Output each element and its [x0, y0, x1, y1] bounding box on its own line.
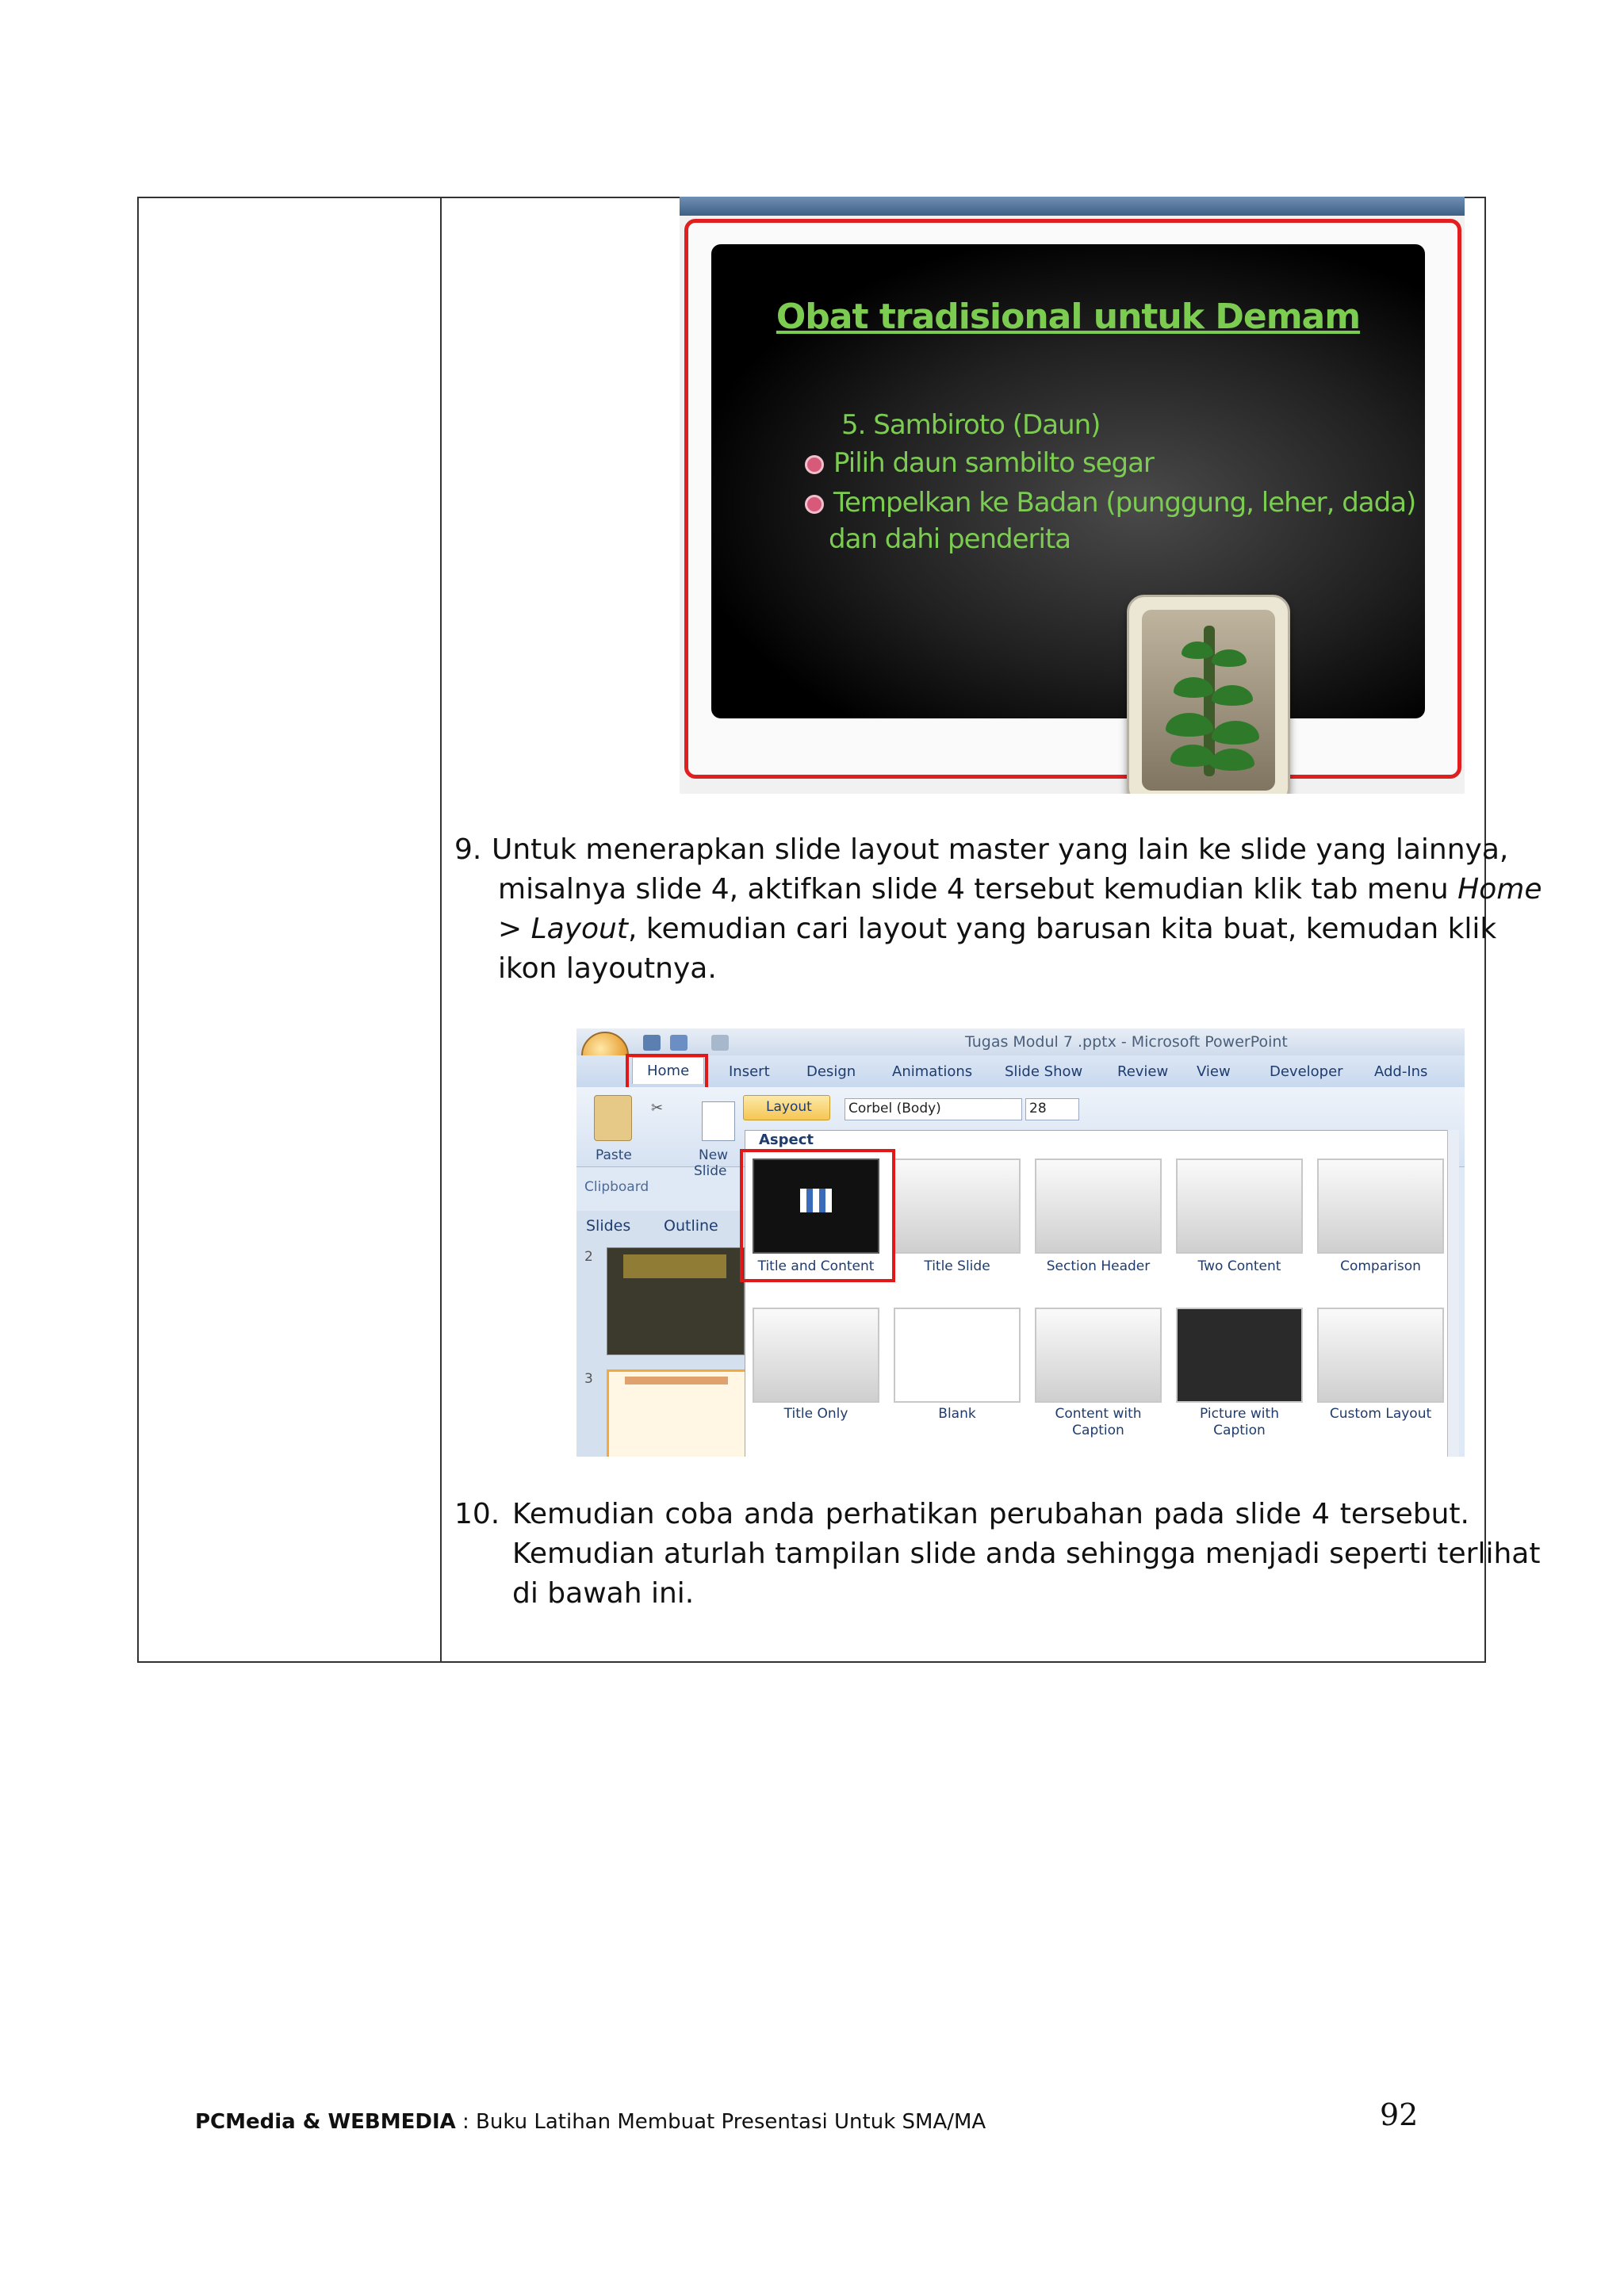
step-9-line-4: ikon layoutnya.	[498, 952, 717, 985]
layout-comparison[interactable]	[1317, 1158, 1444, 1254]
layout-blank[interactable]	[894, 1308, 1021, 1403]
slide-canvas	[711, 244, 1425, 718]
layout-label-custom[interactable]: Custom Layout	[1329, 1406, 1432, 1422]
slide-line-2: Pilih daun sambilto segar	[833, 447, 1154, 479]
tab-view[interactable]: View	[1197, 1063, 1231, 1080]
slide-bullet-2	[805, 487, 1415, 519]
layout-label-title-only[interactable]: Title Only	[783, 1406, 848, 1422]
slide-line-3: Tempelkan ke Badan (punggung, leher, dada)	[833, 487, 1416, 519]
slide-thumbnail-2[interactable]	[607, 1247, 745, 1355]
step-10-paragraph	[454, 1495, 1541, 1622]
page-number: 92	[1380, 2097, 1419, 2132]
font-size-select[interactable]	[1025, 1098, 1079, 1120]
clipboard-group-label: Clipboard	[584, 1179, 649, 1195]
step-9-paragraph	[454, 830, 1542, 997]
layout-label-picture-with-caption[interactable]: Picture with Caption	[1200, 1406, 1279, 1438]
layout-label-two-content[interactable]: Two Content	[1197, 1258, 1281, 1274]
redo-icon[interactable]	[711, 1035, 729, 1051]
save-icon[interactable]	[643, 1035, 661, 1051]
slide-bullet-1	[805, 447, 1154, 479]
new-slide-label-2[interactable]: Slide	[694, 1163, 727, 1179]
powerpoint-screenshot	[576, 1028, 1465, 1457]
layout-picture-with-caption[interactable]	[1176, 1308, 1303, 1403]
footer-text: : Buku Latihan Membuat Presentasi Untuk SMA/MA	[455, 2110, 986, 2134]
cut-icon[interactable]: ✂	[651, 1100, 664, 1116]
undo-icon[interactable]	[670, 1035, 688, 1051]
title-and-content-highlight	[740, 1149, 895, 1282]
footer-brand: PCMedia & WEBMEDIA	[195, 2110, 456, 2134]
tab-add-ins[interactable]: Add-Ins	[1374, 1063, 1428, 1080]
step-10-line-1: Kemudian coba anda perhatikan perubahan pada slide 4 tersebut.	[512, 1498, 1469, 1530]
layout-content-with-caption[interactable]	[1035, 1308, 1162, 1403]
font-size-value: 28	[1029, 1101, 1047, 1116]
tab-developer[interactable]: Developer	[1270, 1063, 1343, 1080]
layout-label-comparison[interactable]: Comparison	[1340, 1258, 1421, 1274]
page-footer	[195, 2110, 986, 2134]
table-column-divider	[440, 197, 442, 1663]
layout-section-header[interactable]	[1035, 1158, 1162, 1254]
slide-line-4: dan dahi penderita	[829, 523, 1071, 555]
layout-two-content[interactable]	[1176, 1158, 1303, 1254]
bullet-icon	[805, 455, 824, 474]
step-9-line-2: misalnya slide 4, aktifkan slide 4 tersebut kemudian klik tab menu Home	[498, 873, 1542, 906]
step-9-number: 9.	[454, 833, 482, 866]
tab-insert[interactable]: Insert	[729, 1063, 770, 1080]
plant-photo-frame	[1127, 595, 1290, 794]
bullet-icon	[805, 495, 824, 514]
step-9-line-1: Untuk menerapkan slide layout master yang lain ke slide yang lainnya,	[492, 833, 1509, 866]
tab-slide-show[interactable]: Slide Show	[1005, 1063, 1083, 1080]
layout-button[interactable]	[743, 1095, 830, 1120]
layout-title-slide[interactable]	[894, 1158, 1021, 1254]
layout-label-content-with-caption[interactable]: Content with Caption	[1055, 1406, 1142, 1438]
slide-thumbnail-3[interactable]	[607, 1369, 748, 1457]
slide-title: Obat tradisional untuk Demam	[776, 297, 1361, 337]
gallery-heading: Aspect	[759, 1132, 814, 1148]
step-9-line-3: > Layout, kemudian cari layout yang barusan kita buat, kemudan klik	[498, 913, 1497, 945]
step-10-line-2: Kemudian aturlah tampilan slide anda sehingga menjadi seperti terlihat	[512, 1538, 1541, 1570]
slide-screenshot	[680, 197, 1465, 794]
tab-home[interactable]: Home	[632, 1057, 704, 1084]
layout-title-only[interactable]	[753, 1308, 879, 1403]
layout-label-section-header[interactable]: Section Header	[1046, 1258, 1151, 1274]
tab-review[interactable]: Review	[1117, 1063, 1169, 1080]
layout-custom[interactable]	[1317, 1308, 1444, 1403]
tab-outline[interactable]: Outline	[664, 1217, 718, 1235]
slide-number-3: 3	[584, 1371, 593, 1387]
layout-button-label: Layout	[766, 1099, 812, 1115]
gallery-scrollbar[interactable]	[1447, 1130, 1459, 1457]
new-slide-label[interactable]: New	[699, 1147, 729, 1163]
font-value: Corbel (Body)	[848, 1101, 941, 1116]
tab-slides[interactable]: Slides	[586, 1217, 631, 1235]
paste-label[interactable]: Paste	[596, 1147, 632, 1163]
slide-line-1: 5. Sambiroto (Daun)	[841, 409, 1101, 441]
font-select[interactable]	[845, 1098, 1022, 1120]
new-slide-icon[interactable]	[702, 1101, 735, 1141]
ppt-window-title: Tugas Modul 7 .pptx - Microsoft PowerPoint	[965, 1033, 1288, 1051]
layout-label-blank[interactable]: Blank	[938, 1406, 976, 1422]
layout-label-title-slide[interactable]: Title Slide	[924, 1258, 990, 1274]
step-10-number: 10.	[454, 1498, 500, 1530]
tab-design[interactable]: Design	[806, 1063, 856, 1080]
slide-screenshot-topband	[680, 197, 1465, 216]
paste-icon[interactable]	[594, 1095, 632, 1141]
layout-label-title-and-content[interactable]: Title and Content	[757, 1258, 875, 1274]
tab-animations[interactable]: Animations	[892, 1063, 973, 1080]
step-10-line-3: di bawah ini.	[512, 1577, 695, 1610]
plant-photo	[1142, 610, 1275, 791]
slide-number-2: 2	[584, 1249, 593, 1265]
